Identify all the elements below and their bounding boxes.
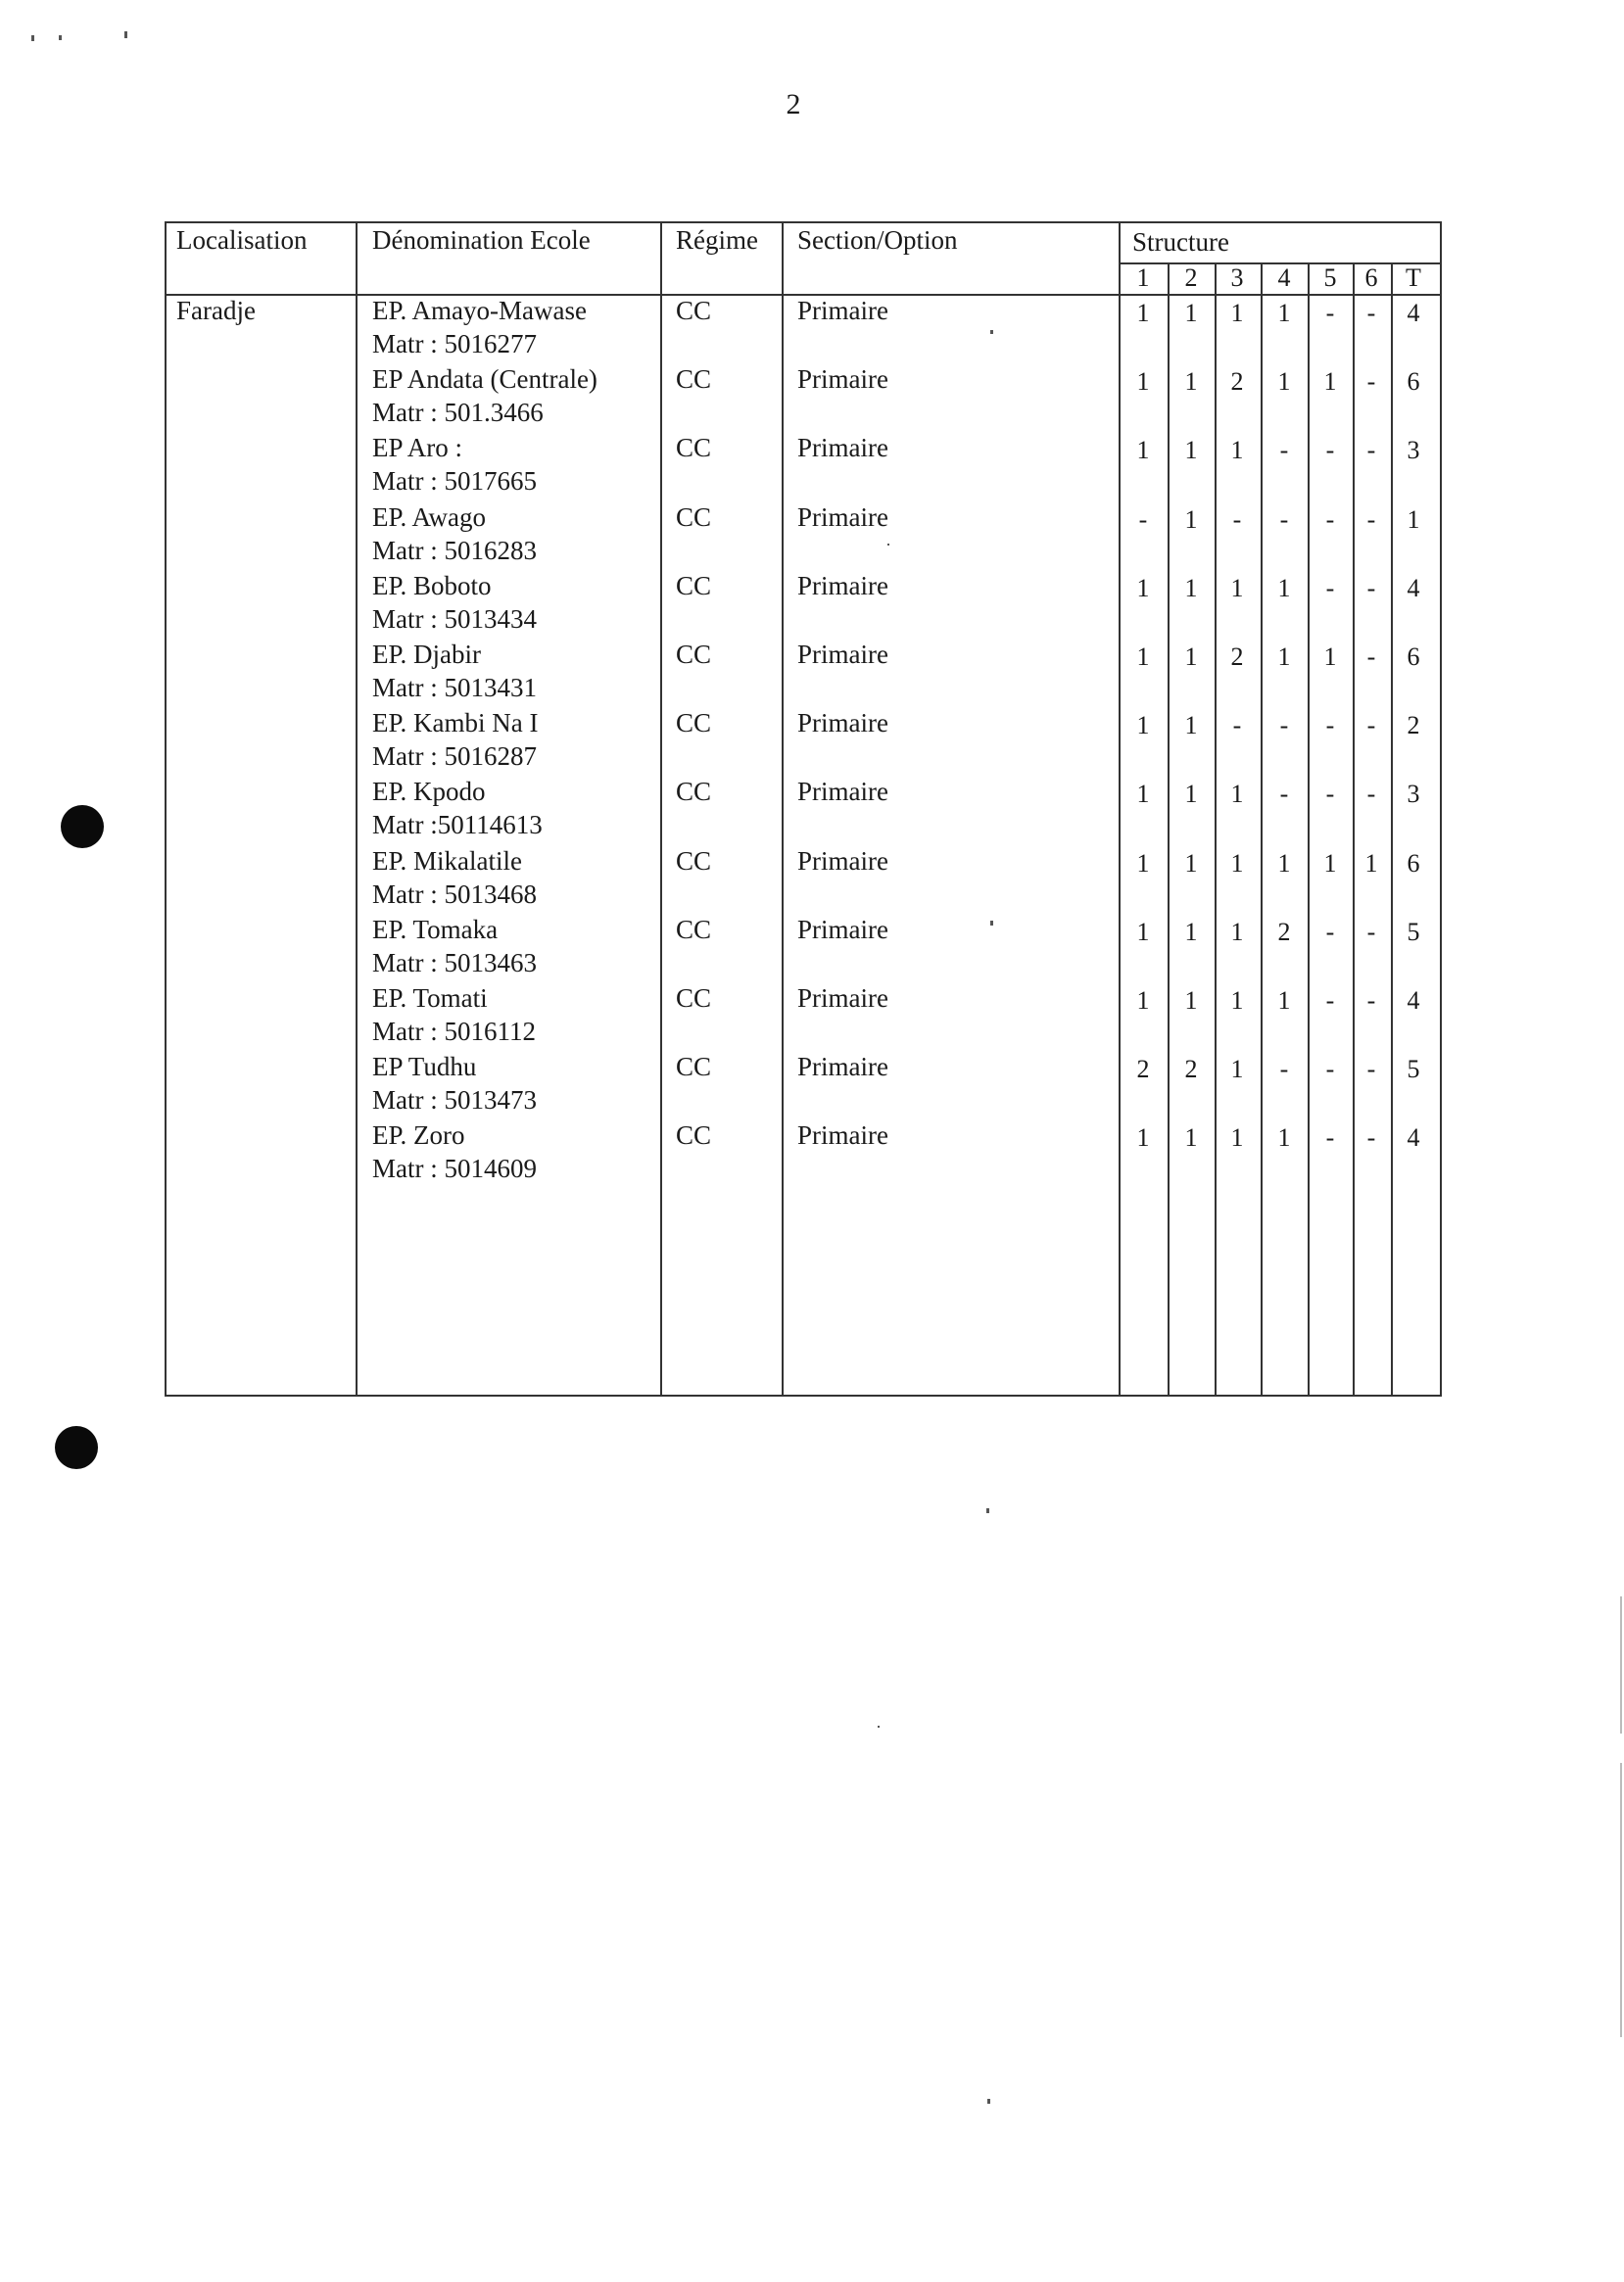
column-divider <box>1215 262 1217 1395</box>
page-number: 2 <box>786 88 801 120</box>
structure-value: - <box>1279 504 1289 534</box>
structure-value: 1 <box>1184 780 1198 809</box>
structure-value: - <box>1325 917 1335 946</box>
structure-value: - <box>1279 1055 1289 1084</box>
school-section: Primaire <box>797 708 888 738</box>
school-matricule: Matr : 5016112 <box>372 1017 536 1046</box>
structure-value: 1 <box>1277 367 1291 397</box>
structure-column-header: T <box>1406 263 1421 292</box>
structure-value: - <box>1366 642 1376 671</box>
structure-value: 1 <box>1184 711 1198 740</box>
structure-value: 1 <box>1277 1123 1291 1153</box>
school-name: EP Aro : <box>372 433 463 463</box>
scan-speck <box>59 35 62 40</box>
structure-value: 4 <box>1407 573 1420 602</box>
structure-value: 1 <box>1230 1123 1244 1153</box>
structure-value: 1 <box>1184 436 1198 465</box>
structure-column-header: 2 <box>1184 263 1198 292</box>
scan-speck <box>987 2099 990 2104</box>
structure-value: 1 <box>1136 1123 1150 1153</box>
school-regime: CC <box>676 914 712 944</box>
scan-speck <box>124 31 127 38</box>
column-divider <box>1119 223 1121 1395</box>
structure-column-header: 6 <box>1364 263 1378 292</box>
structure-value: - <box>1366 986 1376 1015</box>
column-divider <box>1261 262 1263 1395</box>
structure-value: - <box>1325 1123 1335 1153</box>
structure-value: 1 <box>1136 642 1150 671</box>
structure-value: 1 <box>1323 848 1337 878</box>
structure-value: 1 <box>1323 367 1337 397</box>
structure-value: 1 <box>1277 848 1291 878</box>
structure-value: - <box>1325 436 1335 465</box>
school-section: Primaire <box>797 296 888 325</box>
school-section: Primaire <box>797 1120 888 1151</box>
school-matricule: Matr : 5013468 <box>372 879 537 909</box>
structure-value: 1 <box>1230 780 1244 809</box>
school-matricule: Matr : 5016277 <box>372 329 537 358</box>
school-name: EP. Amayo-Mawase <box>372 296 587 325</box>
structure-value: 5 <box>1407 1055 1420 1084</box>
column-divider <box>356 223 358 1395</box>
structure-value: 3 <box>1407 436 1420 465</box>
structure-value: 1 <box>1184 1123 1198 1153</box>
structure-value: 1 <box>1136 780 1150 809</box>
structure-value: 1 <box>1277 986 1291 1015</box>
structure-value: - <box>1232 504 1242 534</box>
structure-value: 4 <box>1407 299 1420 327</box>
structure-value: 1 <box>1136 917 1150 946</box>
structure-value: 4 <box>1407 986 1420 1015</box>
school-matricule: Matr : 5014609 <box>372 1154 537 1184</box>
structure-value: - <box>1325 780 1335 809</box>
structure-value: 1 <box>1136 436 1150 465</box>
school-regime: CC <box>676 1120 712 1151</box>
structure-column-header: 5 <box>1323 263 1337 292</box>
structure-value: 1 <box>1277 299 1291 327</box>
structure-value: 1 <box>1230 573 1244 602</box>
header-section: Section/Option <box>797 225 958 255</box>
school-regime: CC <box>676 1052 712 1082</box>
school-name: EP. Kambi Na I <box>372 708 539 738</box>
structure-value: 6 <box>1407 367 1420 397</box>
school-matricule: Matr : 5013473 <box>372 1085 537 1116</box>
school-name: EP. Tomati <box>372 983 488 1013</box>
structure-value: - <box>1366 367 1376 397</box>
school-section: Primaire <box>797 501 888 532</box>
school-name: EP. Mikalatile <box>372 845 522 876</box>
school-section: Primaire <box>797 364 888 395</box>
scan-edge-mark <box>1620 1596 1622 1734</box>
structure-value: - <box>1366 299 1376 327</box>
scan-speck <box>986 1508 989 1513</box>
structure-value: 1 <box>1136 367 1150 397</box>
structure-value: - <box>1366 1123 1376 1153</box>
school-section: Primaire <box>797 640 888 669</box>
school-regime: CC <box>676 364 712 395</box>
scan-speck <box>31 35 34 41</box>
school-matricule: Matr : 501.3466 <box>372 398 544 428</box>
structure-value: 1 <box>1136 573 1150 602</box>
structure-value: - <box>1366 573 1376 602</box>
school-matricule: Matr : 5017665 <box>372 466 537 497</box>
school-regime: CC <box>676 845 712 876</box>
structure-value: 6 <box>1407 642 1420 671</box>
structure-value: 1 <box>1136 711 1150 740</box>
structure-value: 1 <box>1184 986 1198 1015</box>
column-divider <box>782 223 784 1395</box>
structure-value: - <box>1325 299 1335 327</box>
structure-value: 1 <box>1184 642 1198 671</box>
school-name: EP Andata (Centrale) <box>372 364 597 395</box>
structure-value: - <box>1325 573 1335 602</box>
column-divider <box>660 223 662 1395</box>
structure-value: 1 <box>1277 642 1291 671</box>
school-matricule: Matr :50114613 <box>372 810 543 840</box>
structure-value: 2 <box>1277 917 1291 946</box>
school-regime: CC <box>676 570 712 600</box>
structure-value: - <box>1279 711 1289 740</box>
structure-value: 1 <box>1184 848 1198 878</box>
punch-hole-bottom <box>55 1426 98 1469</box>
structure-column-header: 4 <box>1277 263 1291 292</box>
structure-value: 1 <box>1184 367 1198 397</box>
school-name: EP. Kpodo <box>372 777 486 807</box>
structure-value: - <box>1366 917 1376 946</box>
column-divider <box>1308 262 1310 1395</box>
school-regime: CC <box>676 433 712 463</box>
school-name: EP Tudhu <box>372 1052 477 1082</box>
structure-value: 1 <box>1277 573 1291 602</box>
school-name: EP. Zoro <box>372 1120 465 1151</box>
structure-value: - <box>1325 986 1335 1015</box>
structure-value: 1 <box>1230 299 1244 327</box>
schools-table <box>165 221 1442 1397</box>
structure-value: 1 <box>1136 299 1150 327</box>
school-section: Primaire <box>797 777 888 807</box>
column-divider <box>1391 262 1393 1395</box>
school-matricule: Matr : 5016287 <box>372 741 537 772</box>
structure-value: - <box>1279 780 1289 809</box>
school-section: Primaire <box>797 983 888 1013</box>
scan-speck <box>878 1726 880 1728</box>
header-structure: Structure <box>1132 227 1229 257</box>
school-name: EP. Awago <box>372 501 487 532</box>
structure-value: - <box>1325 711 1335 740</box>
school-section: Primaire <box>797 570 888 600</box>
school-section: Primaire <box>797 1052 888 1082</box>
structure-column-header: 1 <box>1136 263 1150 292</box>
school-regime: CC <box>676 777 712 807</box>
structure-value: - <box>1232 711 1242 740</box>
school-regime: CC <box>676 640 712 669</box>
punch-hole-top <box>61 805 104 848</box>
cell-localisation: Faradje <box>176 296 256 325</box>
school-regime: CC <box>676 983 712 1013</box>
structure-value: 1 <box>1136 848 1150 878</box>
structure-value: 6 <box>1407 848 1420 878</box>
scan-edge-mark <box>1620 1763 1622 2037</box>
structure-value: 2 <box>1184 1055 1198 1084</box>
structure-value: 5 <box>1407 917 1420 946</box>
structure-value: - <box>1366 1055 1376 1084</box>
structure-value: - <box>1366 436 1376 465</box>
structure-value: 2 <box>1230 367 1244 397</box>
school-matricule: Matr : 5013434 <box>372 603 537 634</box>
school-regime: CC <box>676 296 712 325</box>
header-denomination: Dénomination Ecole <box>372 225 591 255</box>
structure-value: - <box>1366 504 1376 534</box>
structure-value: 1 <box>1407 504 1420 534</box>
column-divider <box>1353 262 1355 1395</box>
structure-value: 1 <box>1184 917 1198 946</box>
structure-value: 1 <box>1364 848 1378 878</box>
structure-value: - <box>1325 504 1335 534</box>
structure-column-header: 3 <box>1230 263 1244 292</box>
school-name: EP. Djabir <box>372 640 481 669</box>
school-matricule: Matr : 5016283 <box>372 535 537 565</box>
structure-value: 1 <box>1184 573 1198 602</box>
structure-value: - <box>1366 711 1376 740</box>
structure-value: 1 <box>1230 848 1244 878</box>
school-name: EP. Tomaka <box>372 914 499 944</box>
structure-value: 2 <box>1230 642 1244 671</box>
structure-value: - <box>1325 1055 1335 1084</box>
school-regime: CC <box>676 708 712 738</box>
structure-value: 4 <box>1407 1123 1420 1153</box>
structure-value: - <box>1279 436 1289 465</box>
school-matricule: Matr : 5013463 <box>372 947 537 977</box>
structure-value: 1 <box>1184 299 1198 327</box>
structure-value: 1 <box>1184 504 1198 534</box>
school-section: Primaire <box>797 845 888 876</box>
school-name: EP. Boboto <box>372 570 492 600</box>
school-section: Primaire <box>797 433 888 463</box>
school-matricule: Matr : 5013431 <box>372 673 537 702</box>
structure-value: 1 <box>1136 986 1150 1015</box>
structure-value: 1 <box>1230 1055 1244 1084</box>
structure-value: 1 <box>1230 436 1244 465</box>
structure-value: 3 <box>1407 780 1420 809</box>
structure-value: - <box>1366 780 1376 809</box>
structure-value: 2 <box>1407 711 1420 740</box>
structure-value: 2 <box>1136 1055 1150 1084</box>
structure-value: 1 <box>1230 917 1244 946</box>
column-divider <box>1168 262 1170 1395</box>
school-regime: CC <box>676 501 712 532</box>
structure-value: 1 <box>1323 642 1337 671</box>
header-regime: Régime <box>676 225 758 255</box>
structure-value: - <box>1138 504 1148 534</box>
header-localisation: Localisation <box>176 225 308 255</box>
school-section: Primaire <box>797 914 888 944</box>
structure-value: 1 <box>1230 986 1244 1015</box>
